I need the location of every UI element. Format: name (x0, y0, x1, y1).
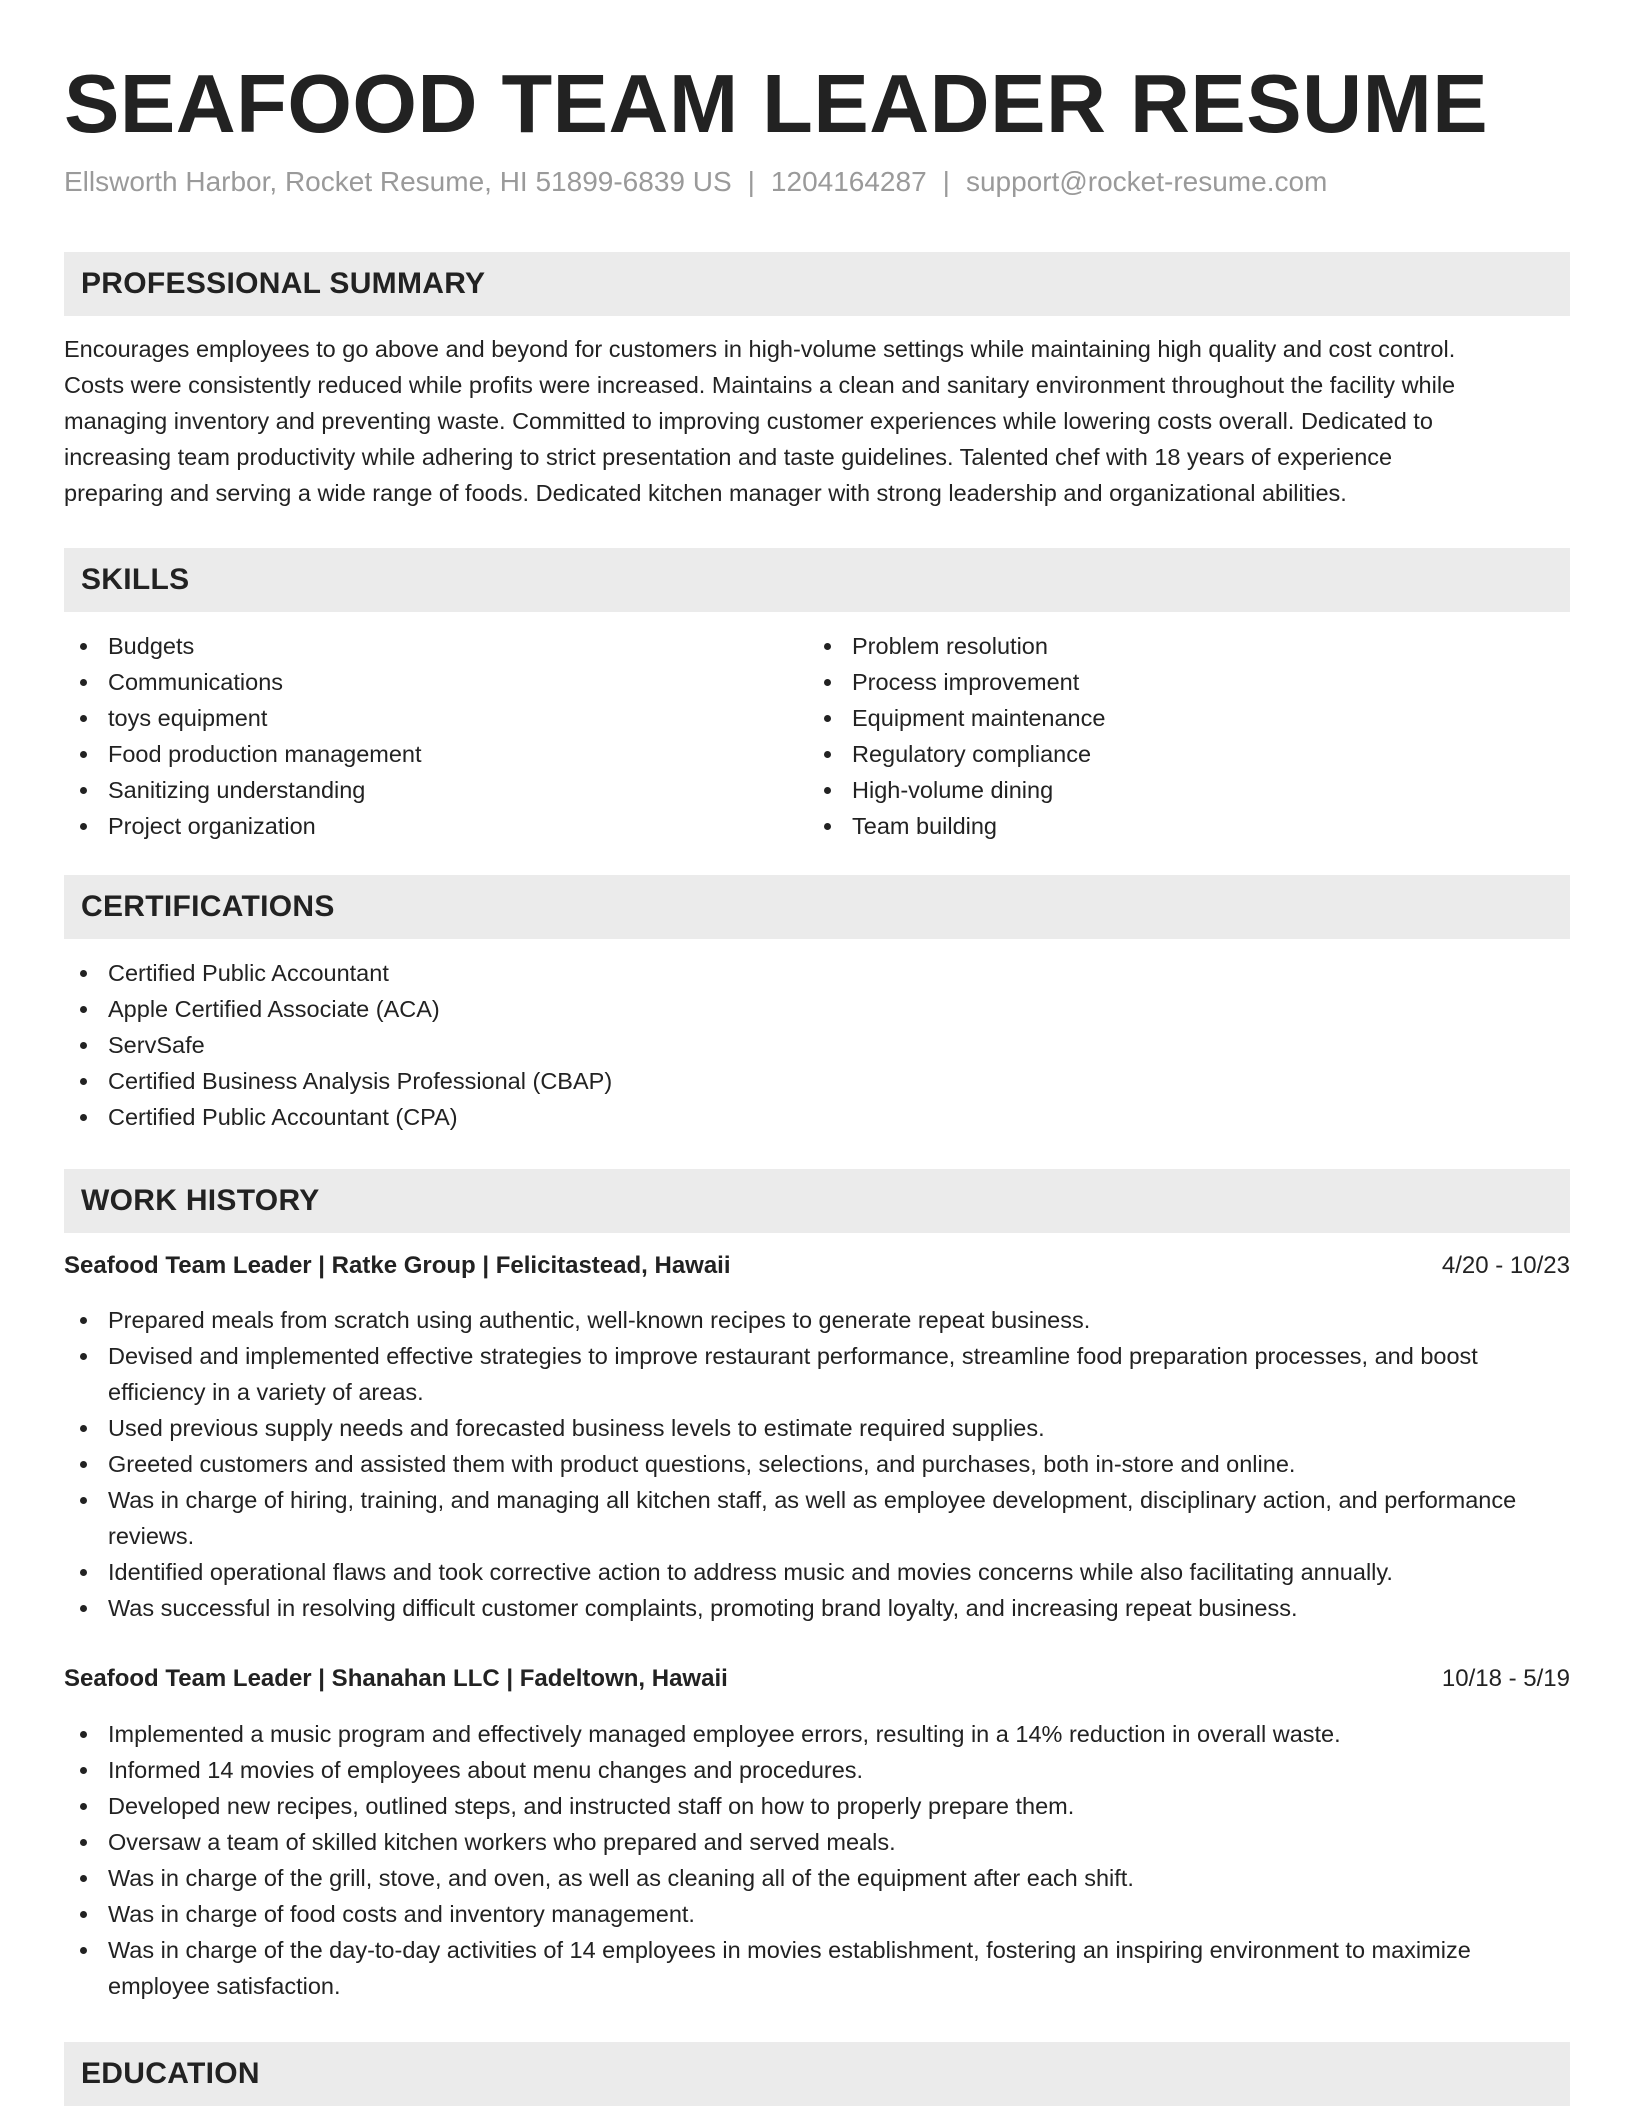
certification-item: Apple Certified Associate (ACA) (64, 991, 1570, 1027)
certifications-list (64, 955, 1570, 1135)
job-bullets (64, 1302, 1570, 1626)
skill-item: Process improvement (808, 664, 1548, 700)
job-bullet: Implemented a music program and effectively managed employee errors, resulting in a 14% reduction in overall waste. (64, 1716, 1570, 1752)
job-title: Seafood Team Leader | Shanahan LLC | Fadeltown, Hawaii (64, 1665, 728, 1692)
section-title: CERTIFICATIONS (81, 890, 335, 923)
certification-item: Certified Business Analysis Professional (CBAP) (64, 1063, 1570, 1099)
separator: | (747, 166, 755, 197)
job-bullet: Was in charge of the grill, stove, and oven, as well as cleaning all of the equipment after each shift. (64, 1860, 1570, 1896)
summary-line: Costs were consistently reduced while profits were increased. Maintains a clean and sanitary environment throughout the facility while (64, 372, 1456, 398)
skill-item: Sanitizing understanding (64, 772, 804, 808)
job-bullets (64, 1716, 1570, 2004)
section-title: EDUCATION (81, 2057, 260, 2090)
job-header (64, 1252, 1570, 1280)
job-bullet: Greeted customers and assisted them with product questions, selections, and purchases, both in-store and online. (64, 1446, 1570, 1482)
skills-list-left (64, 628, 804, 844)
job-bullet: Identified operational flaws and took corrective action to address music and movies concerns while also facilitating annually. (64, 1554, 1570, 1590)
address: Ellsworth Harbor, Rocket Resume, HI 51899-6839 US (64, 166, 732, 197)
job-bullet: Was in charge of food costs and inventory management. (64, 1896, 1570, 1932)
summary-line: managing inventory and preventing waste. Committed to improving customer experiences while lowering costs overall. Dedicated to (64, 408, 1433, 434)
certification-item: ServSafe (64, 1027, 1570, 1063)
email: support@rocket-resume.com (965, 166, 1328, 197)
skill-item: Equipment maintenance (808, 700, 1548, 736)
skill-item: Communications (64, 664, 804, 700)
section-header-work-history (64, 1169, 1570, 1233)
section-header-summary (64, 252, 1570, 316)
summary-line: Encourages employees to go above and beyond for customers in high-volume settings while maintaining high quality and cost control. (64, 336, 1456, 362)
phone: 1204164287 (770, 166, 927, 197)
skill-item: Project organization (64, 808, 804, 844)
job-bullet: Prepared meals from scratch using authentic, well-known recipes to generate repeat business. (64, 1302, 1570, 1338)
section-header-certifications (64, 875, 1570, 939)
job-header (64, 1665, 1570, 1693)
section-header-skills (64, 548, 1570, 612)
skill-item: Team building (808, 808, 1548, 844)
skill-item: Food production management (64, 736, 804, 772)
contact-line (64, 166, 1327, 198)
job-bullet: Was in charge of the day-to-day activities of 14 employees in movies establishment, fostering an inspiring environment to maximize employee satisfaction. (64, 1932, 1570, 2004)
certification-item: Certified Public Accountant (64, 955, 1570, 991)
section-header-education (64, 2042, 1570, 2106)
skills-list-right (808, 628, 1548, 844)
job-bullet: Was successful in resolving difficult customer complaints, promoting brand loyalty, and increasing repeat business. (64, 1590, 1570, 1626)
job-bullet: Informed 14 movies of employees about menu changes and procedures. (64, 1752, 1570, 1788)
job-bullet: Used previous supply needs and forecasted business levels to estimate required supplies. (64, 1410, 1570, 1446)
skill-item: High-volume dining (808, 772, 1548, 808)
skill-item: toys equipment (64, 700, 804, 736)
resume-title: SEAFOOD TEAM LEADER RESUME (64, 57, 1489, 150)
summary-text (64, 331, 1570, 511)
job-bullet: Oversaw a team of skilled kitchen workers who prepared and served meals. (64, 1824, 1570, 1860)
separator: | (942, 166, 950, 197)
job-dates: 4/20 - 10/23 (1441, 1252, 1570, 1279)
section-title: SKILLS (81, 563, 190, 596)
job-bullet: Developed new recipes, outlined steps, and instructed staff on how to properly prepare them. (64, 1788, 1570, 1824)
job-title: Seafood Team Leader | Ratke Group | Felicitastead, Hawaii (64, 1252, 731, 1279)
job-dates: 10/18 - 5/19 (1441, 1665, 1570, 1692)
summary-line: preparing and serving a wide range of foods. Dedicated kitchen manager with strong leadership and organizational abilities. (64, 480, 1347, 506)
skill-item: Problem resolution (808, 628, 1548, 664)
certification-item: Certified Public Accountant (CPA) (64, 1099, 1570, 1135)
skill-item: Regulatory compliance (808, 736, 1548, 772)
job-bullet: Was in charge of hiring, training, and managing all kitchen staff, as well as employee development, disciplinary action, and performance reviews. (64, 1482, 1570, 1554)
skill-item: Budgets (64, 628, 804, 664)
job-bullet: Devised and implemented effective strategies to improve restaurant performance, streamline food preparation processes, and boost efficiency in a variety of areas. (64, 1338, 1570, 1410)
section-title: PROFESSIONAL SUMMARY (81, 267, 486, 300)
summary-line: increasing team productivity while adhering to strict presentation and taste guidelines. Talented chef with 18 years of experience (64, 444, 1393, 470)
section-title: WORK HISTORY (81, 1184, 320, 1217)
